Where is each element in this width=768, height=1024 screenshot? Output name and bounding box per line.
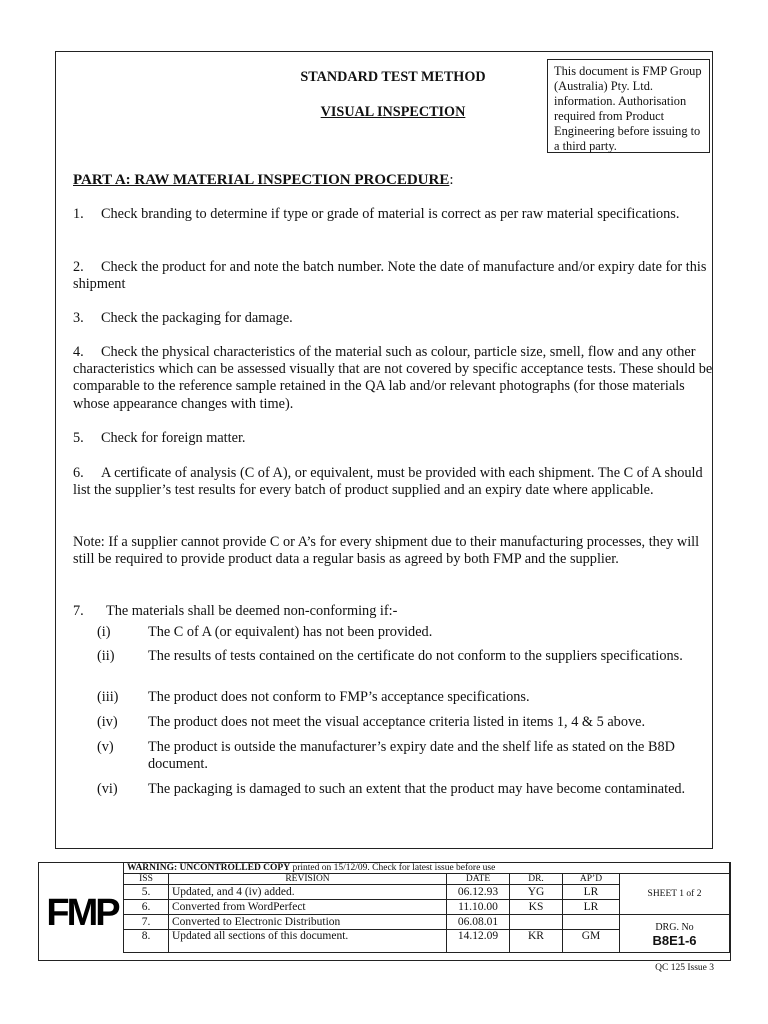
subitem-number: (i)	[97, 624, 111, 640]
subitem-number: (vi)	[97, 781, 118, 797]
rev-iss: 8.	[124, 930, 169, 953]
col-header-dr: DR.	[510, 874, 563, 885]
nonconforming-subitem	[97, 648, 717, 665]
nonconforming-subitem	[97, 689, 717, 706]
subitem-text: The product is outside the manufacturer’s expiry date and the shelf life as stated on the B8D document.	[148, 739, 675, 773]
supplier-note: Note: If a supplier cannot provide C or A’s for every shipment due to their manufacturing processes, they will still be required to provide product data a regular basis as agreed by both FMP and the supplier.	[73, 534, 700, 568]
item-number: 3.	[73, 310, 84, 326]
procedure-item-6	[73, 465, 714, 499]
col-header-apd: AP’D	[563, 874, 620, 885]
rev-description: Converted to Electronic Distribution	[169, 915, 447, 930]
subitem-text: The product does not conform to FMP’s acceptance specifications.	[148, 689, 530, 705]
drawing-number-label: DRG. No	[655, 921, 694, 933]
procedure-item-3	[73, 310, 714, 327]
rev-date: 06.12.93	[447, 885, 510, 900]
fmp-logo-text: FMP	[46, 893, 118, 931]
part-a-heading-text: PART A: RAW MATERIAL INSPECTION PROCEDURE	[73, 172, 450, 188]
item-text: A certificate of analysis (C of A), or equivalent, must be provided with each shipment. The C of A should list the supplier’s test results for every batch of product supplied and an expiry date where applicable.	[73, 465, 703, 499]
rev-iss: 7.	[124, 915, 169, 930]
rev-dr: KS	[510, 900, 563, 915]
fmp-logo	[42, 893, 122, 931]
item-number: 2.	[73, 259, 84, 275]
subitem-text: The product does not meet the visual acceptance criteria listed in items 1, 4 & 5 above.	[148, 714, 646, 730]
nonconforming-subitem	[97, 624, 717, 641]
form-issue-number: QC 125 Issue 3	[655, 963, 714, 973]
procedure-item-5	[73, 430, 714, 447]
uncontrolled-copy-warning	[124, 863, 730, 874]
procedure-item-1	[73, 206, 714, 223]
col-header-revision: REVISION	[169, 874, 447, 885]
drawing-number: B8E1-6	[652, 932, 697, 948]
nonconforming-subitem	[97, 714, 717, 731]
subitem-text: The C of A (or equivalent) has not been provided.	[148, 624, 433, 640]
procedure-item-4	[73, 344, 714, 413]
warning-label: WARNING: UNCONTROLLED COPY	[127, 863, 291, 873]
item-text: Check the packaging for damage.	[101, 310, 293, 326]
document-subtitle: VISUAL INSPECTION	[320, 104, 466, 120]
part-a-heading-colon: :	[449, 172, 454, 188]
rev-date: 11.10.00	[447, 900, 510, 915]
item-number: 6.	[73, 465, 84, 481]
rev-description: Updated, and 4 (iv) added.	[169, 885, 447, 900]
rev-apd: GM	[563, 930, 620, 953]
rev-apd	[563, 915, 620, 930]
rev-date: 14.12.09	[447, 930, 510, 953]
rev-description: Converted from WordPerfect	[169, 900, 447, 915]
nonconforming-subitem	[97, 739, 717, 773]
procedure-item-2	[73, 259, 714, 293]
subitem-number: (ii)	[97, 648, 115, 664]
col-header-date: DATE	[447, 874, 510, 885]
subitem-text: The results of tests contained on the certificate do not conform to the suppliers specifications.	[148, 648, 683, 664]
col-header-iss: ISS	[124, 874, 169, 885]
item-text: Check the product for and note the batch number. Note the date of manufacture and/or expiry date for this shipment	[73, 259, 707, 293]
rev-dr: KR	[510, 930, 563, 953]
subitem-number: (iv)	[97, 714, 118, 730]
item-number: 5.	[73, 430, 84, 446]
sheet-number: SHEET 1 of 2	[620, 874, 730, 915]
revision-row	[124, 915, 730, 930]
subitem-number: (iii)	[97, 689, 119, 705]
rev-dr: YG	[510, 885, 563, 900]
rev-dr	[510, 915, 563, 930]
revision-table	[123, 862, 730, 953]
nonconforming-subitem	[97, 781, 717, 798]
item-number: 4.	[73, 344, 84, 360]
subitem-number: (v)	[97, 739, 114, 755]
subitem-text: The packaging is damaged to such an extent that the product may have become contaminated.	[148, 781, 686, 797]
confidentiality-notice: This document is FMP Group (Australia) Pty. Ltd. information. Authorisation required from Product Engineering before issuing to a third party.	[547, 59, 710, 153]
rev-apd: LR	[563, 885, 620, 900]
procedure-item-7	[73, 603, 714, 620]
document-title: STANDARD TEST METHOD	[300, 69, 486, 85]
item-number: 1.	[73, 206, 84, 222]
item-text: Check the physical characteristics of the material such as colour, particle size, smell, flow and any other characteristics which can be assessed visually that are not covered by specific acceptance tests. These should be comparable to the reference sample retained in the QA lab and/or relevant photographs (for those materials whose appearance changes with time).	[73, 344, 713, 412]
rev-iss: 5.	[124, 885, 169, 900]
rev-description: Updated all sections of this document.	[169, 930, 447, 953]
part-a-heading	[73, 172, 454, 189]
rev-iss: 6.	[124, 900, 169, 915]
item-text: The materials shall be deemed non-conforming if:-	[106, 603, 398, 619]
warning-text: printed on 15/12/09. Check for latest issue before use	[290, 863, 496, 873]
item-number: 7.	[73, 603, 84, 619]
rev-apd: LR	[563, 900, 620, 915]
item-text: Check branding to determine if type or grade of material is correct as per raw material specifications.	[101, 206, 680, 222]
drawing-number-cell	[620, 915, 730, 953]
rev-date: 06.08.01	[447, 915, 510, 930]
item-text: Check for foreign matter.	[101, 430, 246, 446]
